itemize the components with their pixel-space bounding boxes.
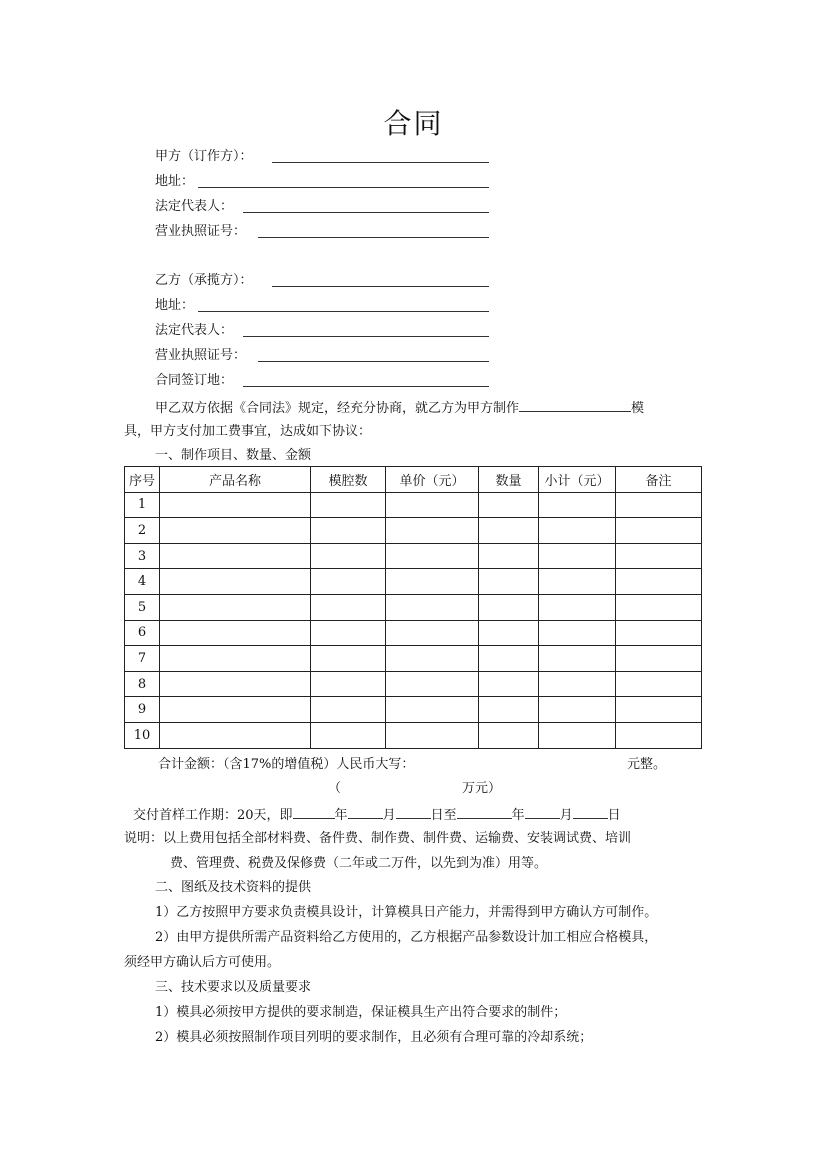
cell[interactable] bbox=[160, 543, 311, 569]
cell[interactable] bbox=[479, 722, 539, 748]
cell[interactable] bbox=[386, 646, 479, 672]
sign-place-blank[interactable] bbox=[243, 386, 489, 387]
cell[interactable] bbox=[539, 569, 616, 595]
cell[interactable] bbox=[479, 569, 539, 595]
cell[interactable] bbox=[479, 594, 539, 620]
row-index: 1 bbox=[125, 492, 160, 518]
delivery-year2-label: 年 bbox=[511, 808, 525, 823]
party-b-rep-blank[interactable] bbox=[243, 336, 489, 337]
col-header-product: 产品名称 bbox=[160, 467, 311, 493]
delivery-month2-label: 月 bbox=[559, 808, 573, 823]
table-row bbox=[125, 646, 702, 672]
cell[interactable] bbox=[160, 492, 311, 518]
party-b-license-blank[interactable] bbox=[258, 361, 489, 362]
table-row bbox=[125, 543, 702, 569]
row-index: 8 bbox=[125, 671, 160, 697]
cell[interactable] bbox=[311, 620, 386, 646]
cell[interactable] bbox=[311, 722, 386, 748]
section1-heading: 一、制作项目、数量、金额 bbox=[155, 448, 312, 463]
cell[interactable] bbox=[386, 518, 479, 544]
col-header-unit-price: 单价（元） bbox=[386, 467, 479, 493]
party-b-license-label: 营业执照证号： bbox=[155, 348, 247, 363]
cell[interactable] bbox=[311, 671, 386, 697]
delivery-start-day-blank[interactable] bbox=[396, 805, 431, 819]
cell[interactable] bbox=[311, 594, 386, 620]
cell[interactable] bbox=[479, 518, 539, 544]
total-paren-open: （ bbox=[328, 781, 342, 796]
delivery-end-month-blank[interactable] bbox=[525, 805, 560, 819]
intro-line2: 具，甲方支付加工费事宜，达成如下协议： bbox=[124, 424, 372, 439]
delivery-start-month-blank[interactable] bbox=[348, 805, 383, 819]
cell[interactable] bbox=[160, 569, 311, 595]
sign-place-label: 合同签订地： bbox=[155, 373, 234, 388]
cell[interactable] bbox=[539, 492, 616, 518]
cell[interactable] bbox=[311, 646, 386, 672]
cell[interactable] bbox=[539, 620, 616, 646]
cell[interactable] bbox=[160, 697, 311, 723]
row-index: 2 bbox=[125, 518, 160, 544]
cell[interactable] bbox=[539, 697, 616, 723]
cell[interactable] bbox=[539, 594, 616, 620]
cell[interactable] bbox=[386, 569, 479, 595]
row-index: 9 bbox=[125, 697, 160, 723]
cell[interactable] bbox=[160, 518, 311, 544]
delivery-prefix: 交付首样工作期：20天，即 bbox=[133, 808, 293, 823]
row-index: 4 bbox=[125, 569, 160, 595]
row-index: 3 bbox=[125, 543, 160, 569]
delivery-month-label: 月 bbox=[382, 808, 396, 823]
table-row bbox=[125, 722, 702, 748]
party-a-rep-blank[interactable] bbox=[243, 212, 489, 213]
col-header-quantity: 数量 bbox=[479, 467, 539, 493]
intro-line1-end: 模 bbox=[631, 401, 645, 416]
total-amount-label: 合计金额：（含17%的增值税）人民币大写： bbox=[158, 757, 415, 772]
party-b-name-blank[interactable] bbox=[272, 286, 489, 287]
section3-heading: 三、技术要求以及质量要求 bbox=[155, 980, 312, 995]
mold-name-blank[interactable] bbox=[519, 398, 631, 412]
col-header-cavities: 模腔数 bbox=[311, 467, 386, 493]
cell[interactable] bbox=[311, 697, 386, 723]
cell[interactable] bbox=[616, 492, 702, 518]
cell[interactable] bbox=[386, 492, 479, 518]
cell[interactable] bbox=[160, 671, 311, 697]
cell[interactable] bbox=[616, 722, 702, 748]
party-b-address-label: 地址： bbox=[155, 298, 195, 313]
cell[interactable] bbox=[539, 543, 616, 569]
delivery-end-year-blank[interactable] bbox=[457, 805, 512, 819]
note-line2: 费、管理费、税费及保修费（二年或二万件，以先到为准）用等。 bbox=[170, 856, 548, 871]
intro-line1-text: 甲乙双方依据《合同法》规定，经充分协商，就乙方为甲方制作 bbox=[155, 401, 520, 416]
total-wan-yuan: 万元） bbox=[462, 781, 502, 796]
cell[interactable] bbox=[386, 722, 479, 748]
section2-item2-line2: 须经甲方确认后方可使用。 bbox=[124, 955, 281, 970]
section2-item1: 1）乙方按照甲方要求负责模具设计，计算模具日产能力，并需得到甲方确认方可制作。 bbox=[155, 905, 658, 920]
party-a-address-label: 地址： bbox=[155, 174, 195, 189]
section2-heading: 二、图纸及技术资料的提供 bbox=[155, 880, 312, 895]
total-amount-suffix: 元整。 bbox=[627, 757, 667, 772]
party-b-rep-label: 法定代表人： bbox=[155, 323, 234, 338]
party-a-address-blank[interactable] bbox=[198, 187, 489, 188]
cell[interactable] bbox=[479, 492, 539, 518]
row-index: 10 bbox=[125, 722, 160, 748]
party-a-name-label: 甲方（订作方）： bbox=[155, 149, 253, 164]
cell[interactable] bbox=[311, 518, 386, 544]
cell[interactable] bbox=[539, 722, 616, 748]
table-row bbox=[125, 620, 702, 646]
col-header-index: 序号 bbox=[125, 467, 160, 493]
cell[interactable] bbox=[479, 671, 539, 697]
cell[interactable] bbox=[160, 620, 311, 646]
party-b-address-blank[interactable] bbox=[198, 311, 489, 312]
table-row bbox=[125, 569, 702, 595]
table-row bbox=[125, 492, 702, 518]
delivery-end-day-blank[interactable] bbox=[573, 805, 608, 819]
col-header-remarks: 备注 bbox=[616, 467, 702, 493]
cell[interactable] bbox=[311, 492, 386, 518]
cell[interactable] bbox=[616, 697, 702, 723]
cell[interactable] bbox=[616, 620, 702, 646]
cell[interactable] bbox=[616, 543, 702, 569]
cell[interactable] bbox=[386, 671, 479, 697]
cell[interactable] bbox=[616, 594, 702, 620]
cell[interactable] bbox=[386, 594, 479, 620]
party-a-rep-label: 法定代表人： bbox=[155, 199, 234, 214]
note-line1: 说明：以上费用包括全部材料费、备件费、制作费、制件费、运输费、安装调试费、培训 bbox=[124, 831, 632, 846]
cell[interactable] bbox=[616, 518, 702, 544]
document-title: 合同 bbox=[383, 107, 444, 140]
cell[interactable] bbox=[616, 671, 702, 697]
cell[interactable] bbox=[160, 722, 311, 748]
cell[interactable] bbox=[479, 620, 539, 646]
delivery-day-to-label: 日至 bbox=[430, 808, 457, 823]
cell[interactable] bbox=[479, 646, 539, 672]
cell[interactable] bbox=[160, 646, 311, 672]
cell[interactable] bbox=[616, 646, 702, 672]
section3-item2: 2）模具必须按照制作项目列明的要求制作，且必须有合理可靠的冷却系统； bbox=[155, 1030, 593, 1045]
cell[interactable] bbox=[311, 543, 386, 569]
cell[interactable] bbox=[386, 620, 479, 646]
cell[interactable] bbox=[386, 697, 479, 723]
delivery-year-label: 年 bbox=[334, 808, 348, 823]
party-b-name-label: 乙方（承揽方）： bbox=[155, 273, 253, 288]
table-row bbox=[125, 697, 702, 723]
col-header-subtotal: 小计（元） bbox=[539, 467, 616, 493]
cell[interactable] bbox=[479, 697, 539, 723]
section2-item2-line1: 2）由甲方提供所需产品资料给乙方使用的，乙方根据产品参数设计加工相应合格模具， bbox=[155, 930, 658, 945]
table-row bbox=[125, 594, 702, 620]
cell[interactable] bbox=[539, 646, 616, 672]
items-table bbox=[124, 466, 702, 749]
section3-item1: 1）模具必须按甲方提供的要求制造，保证模具生产出符合要求的制件； bbox=[155, 1005, 567, 1020]
delivery-line bbox=[133, 805, 621, 825]
row-index: 5 bbox=[125, 594, 160, 620]
cell[interactable] bbox=[311, 569, 386, 595]
cell[interactable] bbox=[539, 671, 616, 697]
party-a-license-blank[interactable] bbox=[258, 237, 489, 238]
cell[interactable] bbox=[386, 543, 479, 569]
party-a-name-blank[interactable] bbox=[272, 162, 489, 163]
table-row bbox=[125, 671, 702, 697]
cell[interactable] bbox=[160, 594, 311, 620]
intro-line1 bbox=[155, 398, 644, 418]
cell[interactable] bbox=[616, 569, 702, 595]
row-index: 7 bbox=[125, 646, 160, 672]
delivery-start-year-blank[interactable] bbox=[293, 805, 335, 819]
party-a-license-label: 营业执照证号： bbox=[155, 224, 247, 239]
row-index: 6 bbox=[125, 620, 160, 646]
table-header-row bbox=[125, 467, 702, 493]
table-row bbox=[125, 518, 702, 544]
cell[interactable] bbox=[479, 543, 539, 569]
delivery-day-label: 日 bbox=[607, 808, 621, 823]
cell[interactable] bbox=[539, 518, 616, 544]
